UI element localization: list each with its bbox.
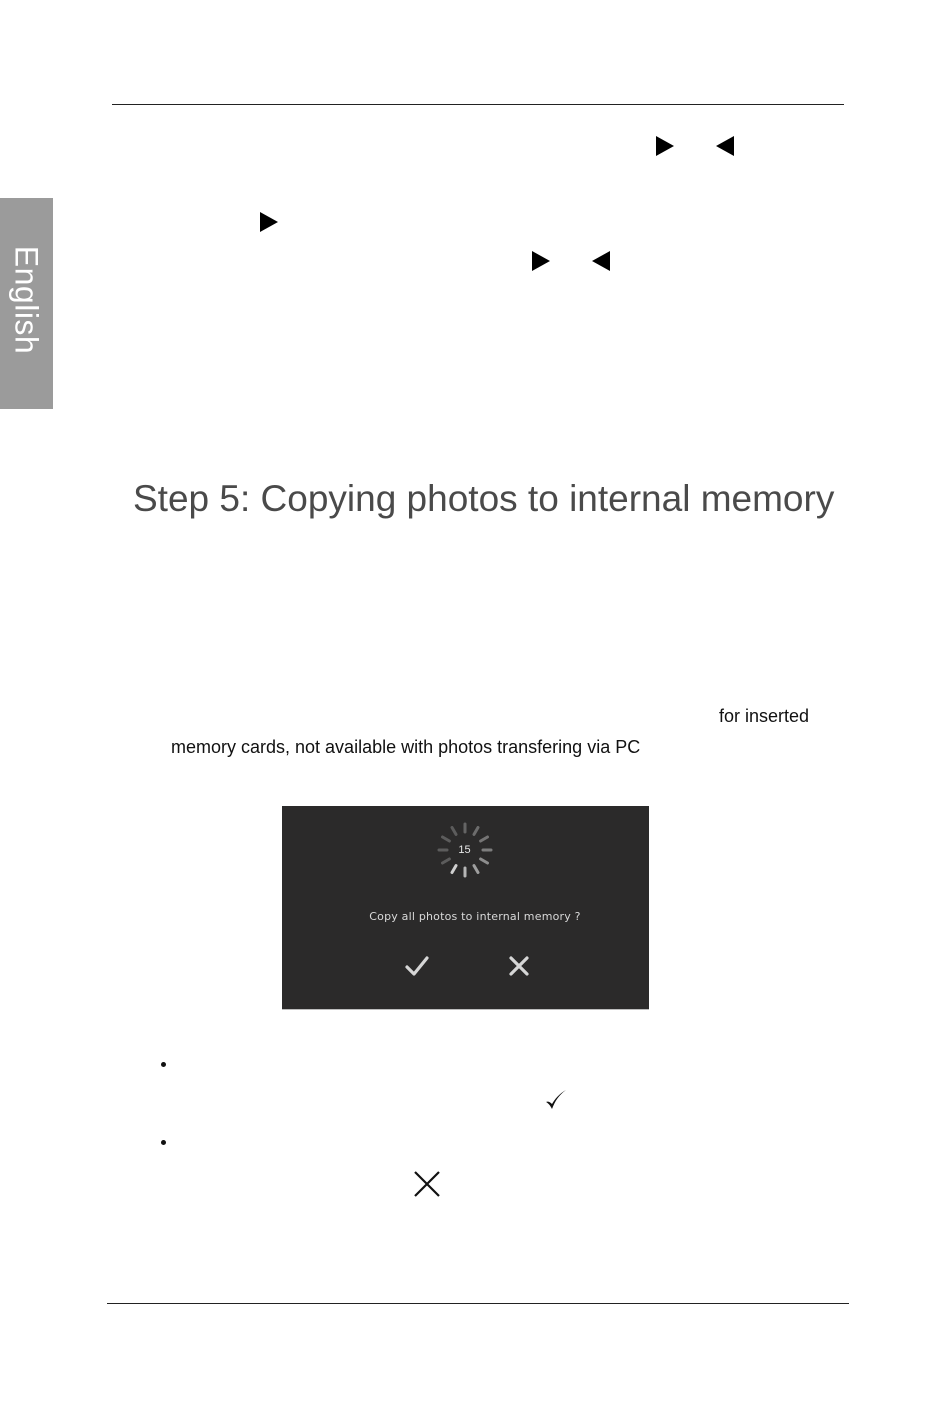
arrow-left-icon [716, 136, 734, 156]
bottom-divider [107, 1303, 849, 1304]
top-divider [112, 104, 844, 105]
list-bullet [161, 1062, 166, 1067]
cross-icon [413, 1170, 441, 1198]
confirm-check-button[interactable] [404, 953, 430, 979]
check-icon [544, 1088, 568, 1112]
countdown-number: 15 [458, 844, 471, 856]
copy-question-text: Copy all photos to internal memory ? [369, 910, 581, 923]
note-text-line-2: memory cards, not available with photos transfering via PC [171, 737, 641, 757]
arrow-right-icon [656, 136, 674, 156]
language-tab-label: English [8, 245, 45, 355]
cancel-cross-button[interactable] [506, 953, 532, 979]
copy-dialog-screenshot [282, 806, 649, 1009]
section-heading: Step 5: Copying photos to internal memory [133, 478, 835, 519]
arrow-right-icon [260, 212, 278, 232]
list-bullet [161, 1140, 166, 1145]
arrow-left-icon [592, 251, 610, 271]
note-text-line-1: for inserted [719, 706, 810, 726]
arrow-right-icon [532, 251, 550, 271]
